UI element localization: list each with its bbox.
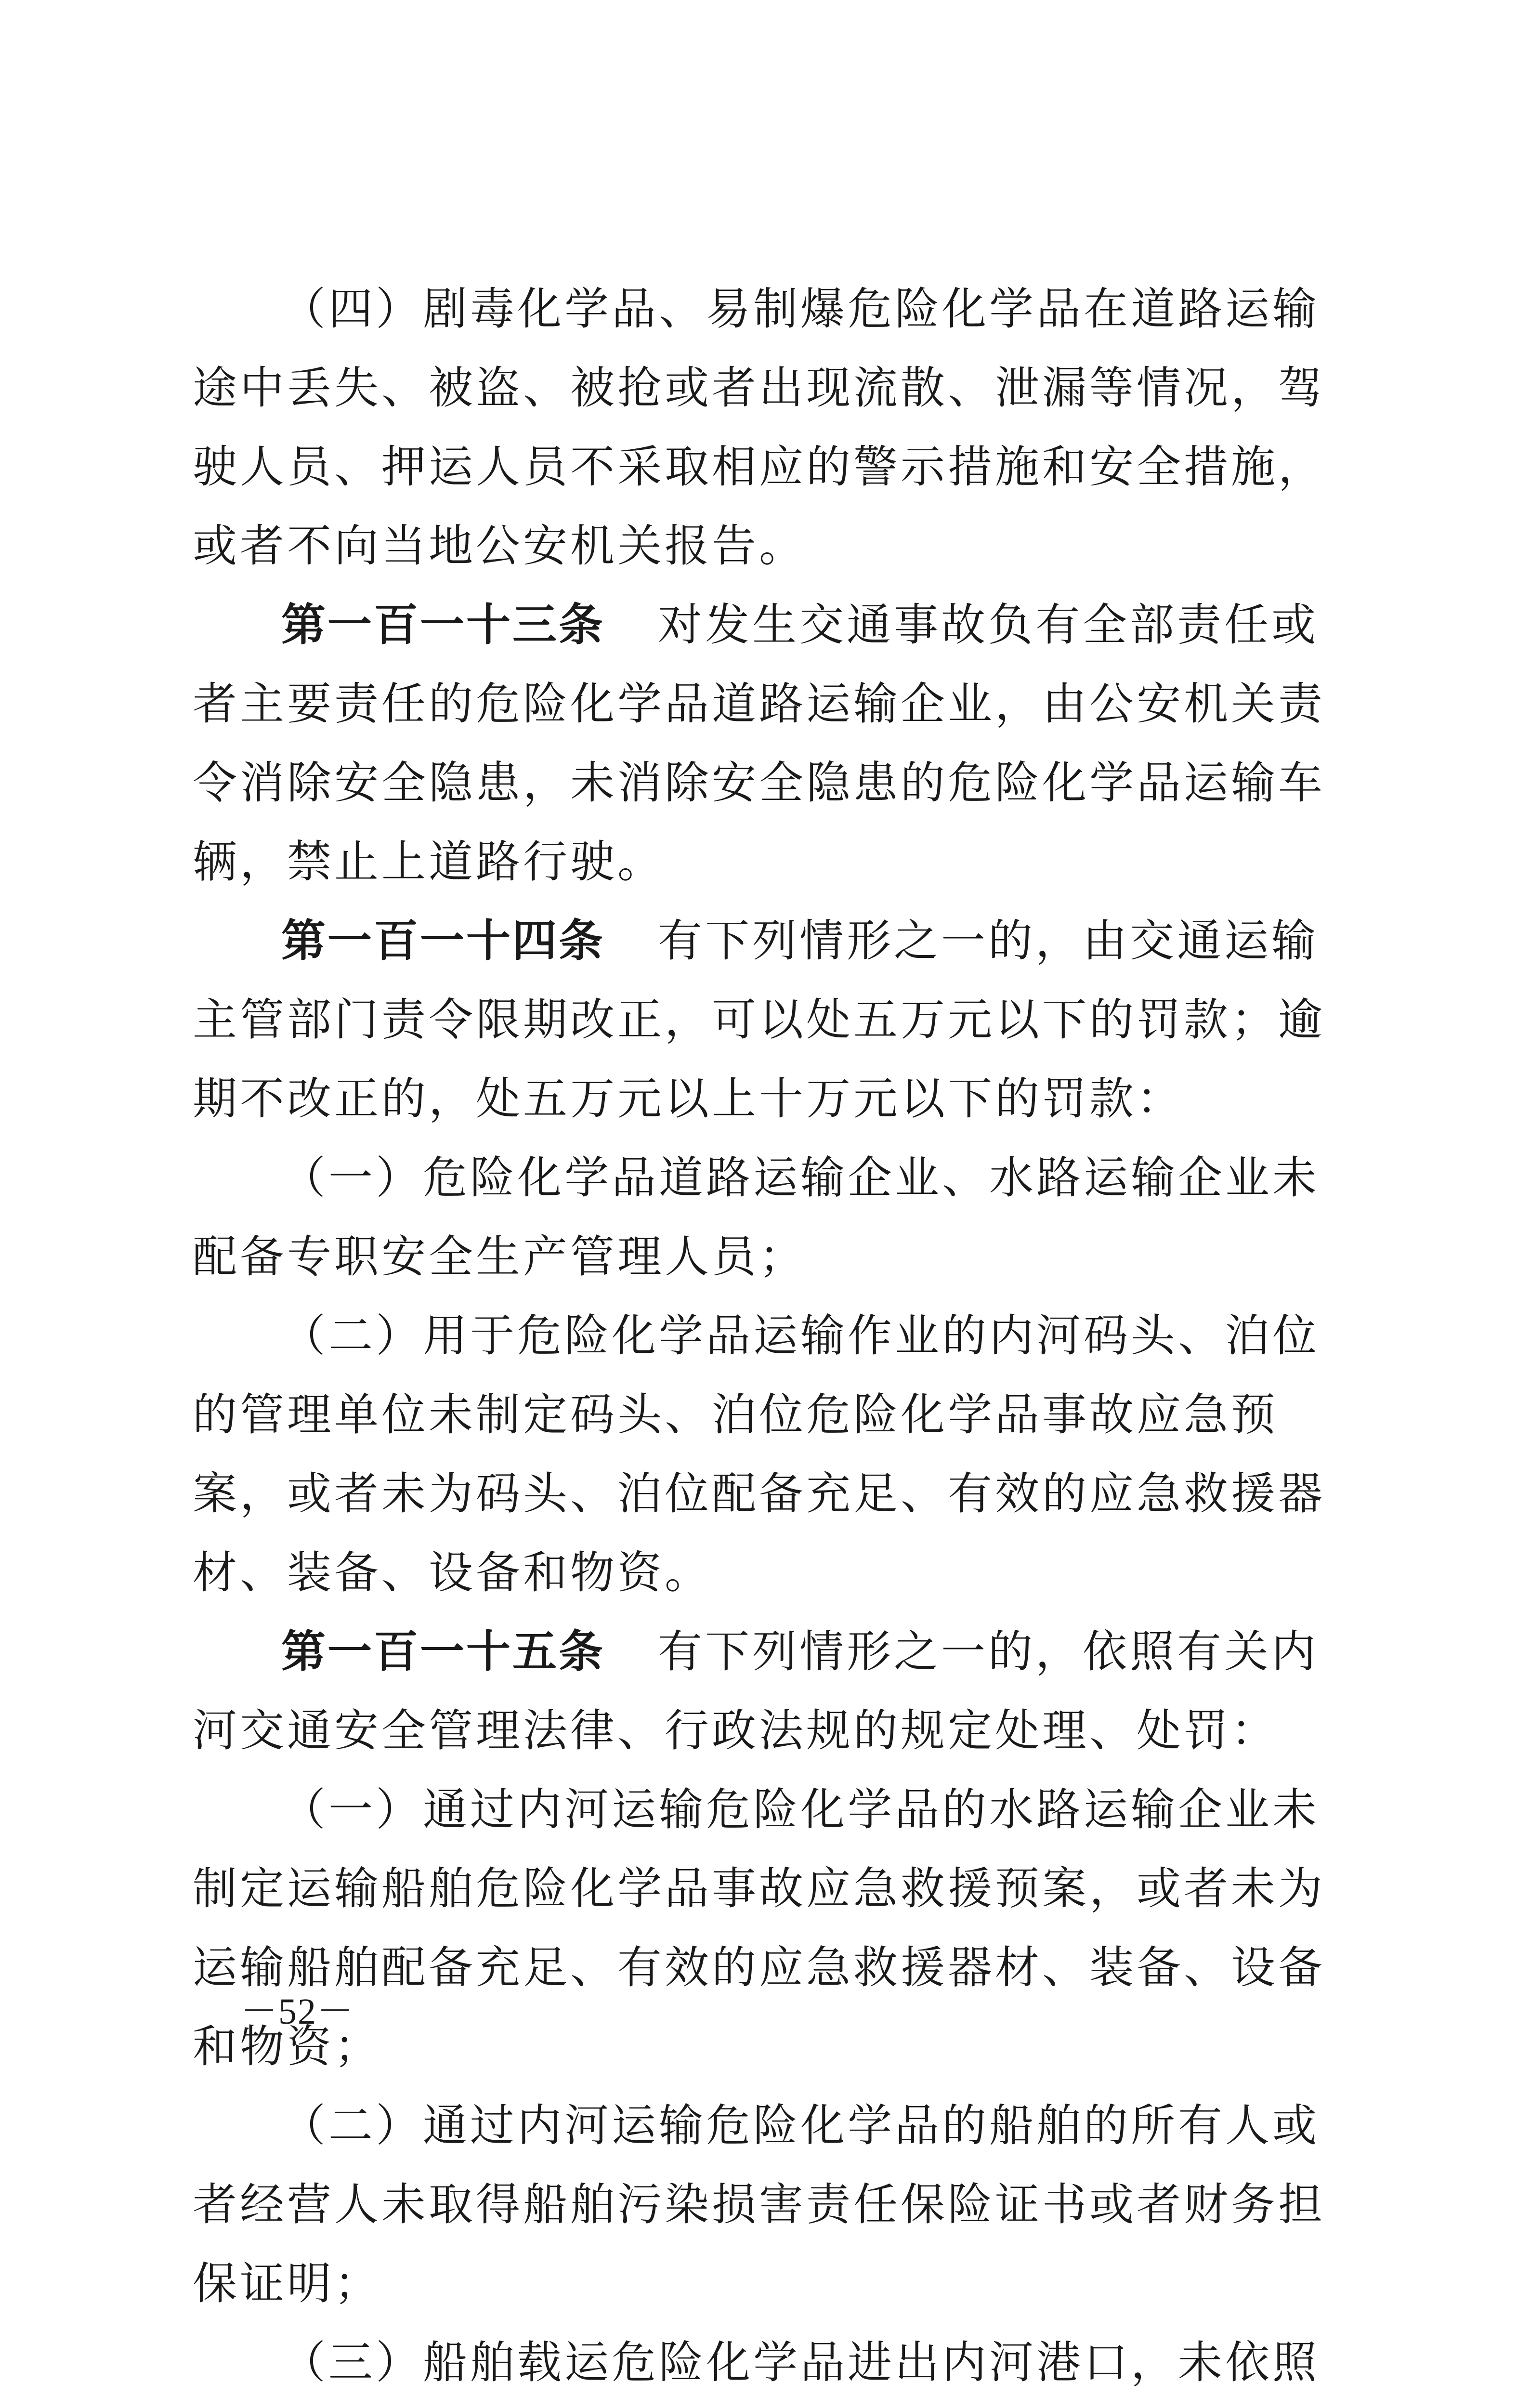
paragraph-text: （三）船舶载运危险化学品进出内河港口，未依照: [281, 2337, 1320, 2388]
paragraph-text: 对发生交通事故负有全部责任或者主要责任的危险化学品道路运输企业，由公安机关责令消除安全隐患，未消除安全隐患的危险化学品运输车辆，禁止上道路行驶。: [193, 599, 1326, 888]
article-heading: 第一百一十四条: [281, 915, 605, 967]
article-115-item-3: [193, 2323, 1329, 2408]
paragraph-text: （二）通过内河运输危险化学品的船舶的所有人或者经营人未取得船舶污染损害责任保险证书或者财务担保证明；: [193, 2100, 1326, 2309]
article-114: [193, 902, 1329, 1139]
paragraph-text: 有下列情形之一的，依照有关内河交通安全管理法律、行政法规的规定处理、处罚：: [193, 1626, 1319, 1756]
document-body: [193, 270, 1329, 2408]
page-number: －52－: [241, 1991, 354, 2032]
article-114-item-2: [193, 1296, 1329, 1612]
article-115: [193, 1612, 1329, 1770]
article-114-item-1: [193, 1139, 1329, 1296]
paragraph-text: 有下列情形之一的，由交通运输主管部门责令限期改正，可以处五万元以下的罚款；逾期不改正的，处五万元以上十万元以下的罚款：: [193, 915, 1326, 1125]
article-heading: 第一百一十三条: [281, 599, 605, 651]
paragraph-text: （一）危险化学品道路运输企业、水路运输企业未配备专职安全生产管理人员；: [193, 1152, 1320, 1283]
article-115-item-1: [193, 1770, 1329, 2086]
article-115-item-2: [193, 2086, 1329, 2323]
paragraph-text: （二）用于危险化学品运输作业的内河码头、泊位的管理单位未制定码头、泊位危险化学品事故应急预案，或者未为码头、泊位配备充足、有效的应急救援器材、装备、设备和物资。: [193, 1310, 1326, 1598]
paragraph-text: （四）剧毒化学品、易制爆危险化学品在道路运输途中丢失、被盗、被抢或者出现流散、泄漏等情况，驾驶人员、押运人员不采取相应的警示措施和安全措施，或者不向当地公安机关报告。: [193, 283, 1326, 572]
paragraph-item-4: [193, 270, 1329, 586]
paragraph-text: （一）通过内河运输危险化学品的水路运输企业未制定运输船舶危险化学品事故应急救援预案，或者未为运输船舶配备充足、有效的应急救援器材、装备、设备和物资；: [193, 1784, 1326, 2072]
article-113: [193, 586, 1329, 902]
article-heading: 第一百一十五条: [281, 1626, 605, 1677]
